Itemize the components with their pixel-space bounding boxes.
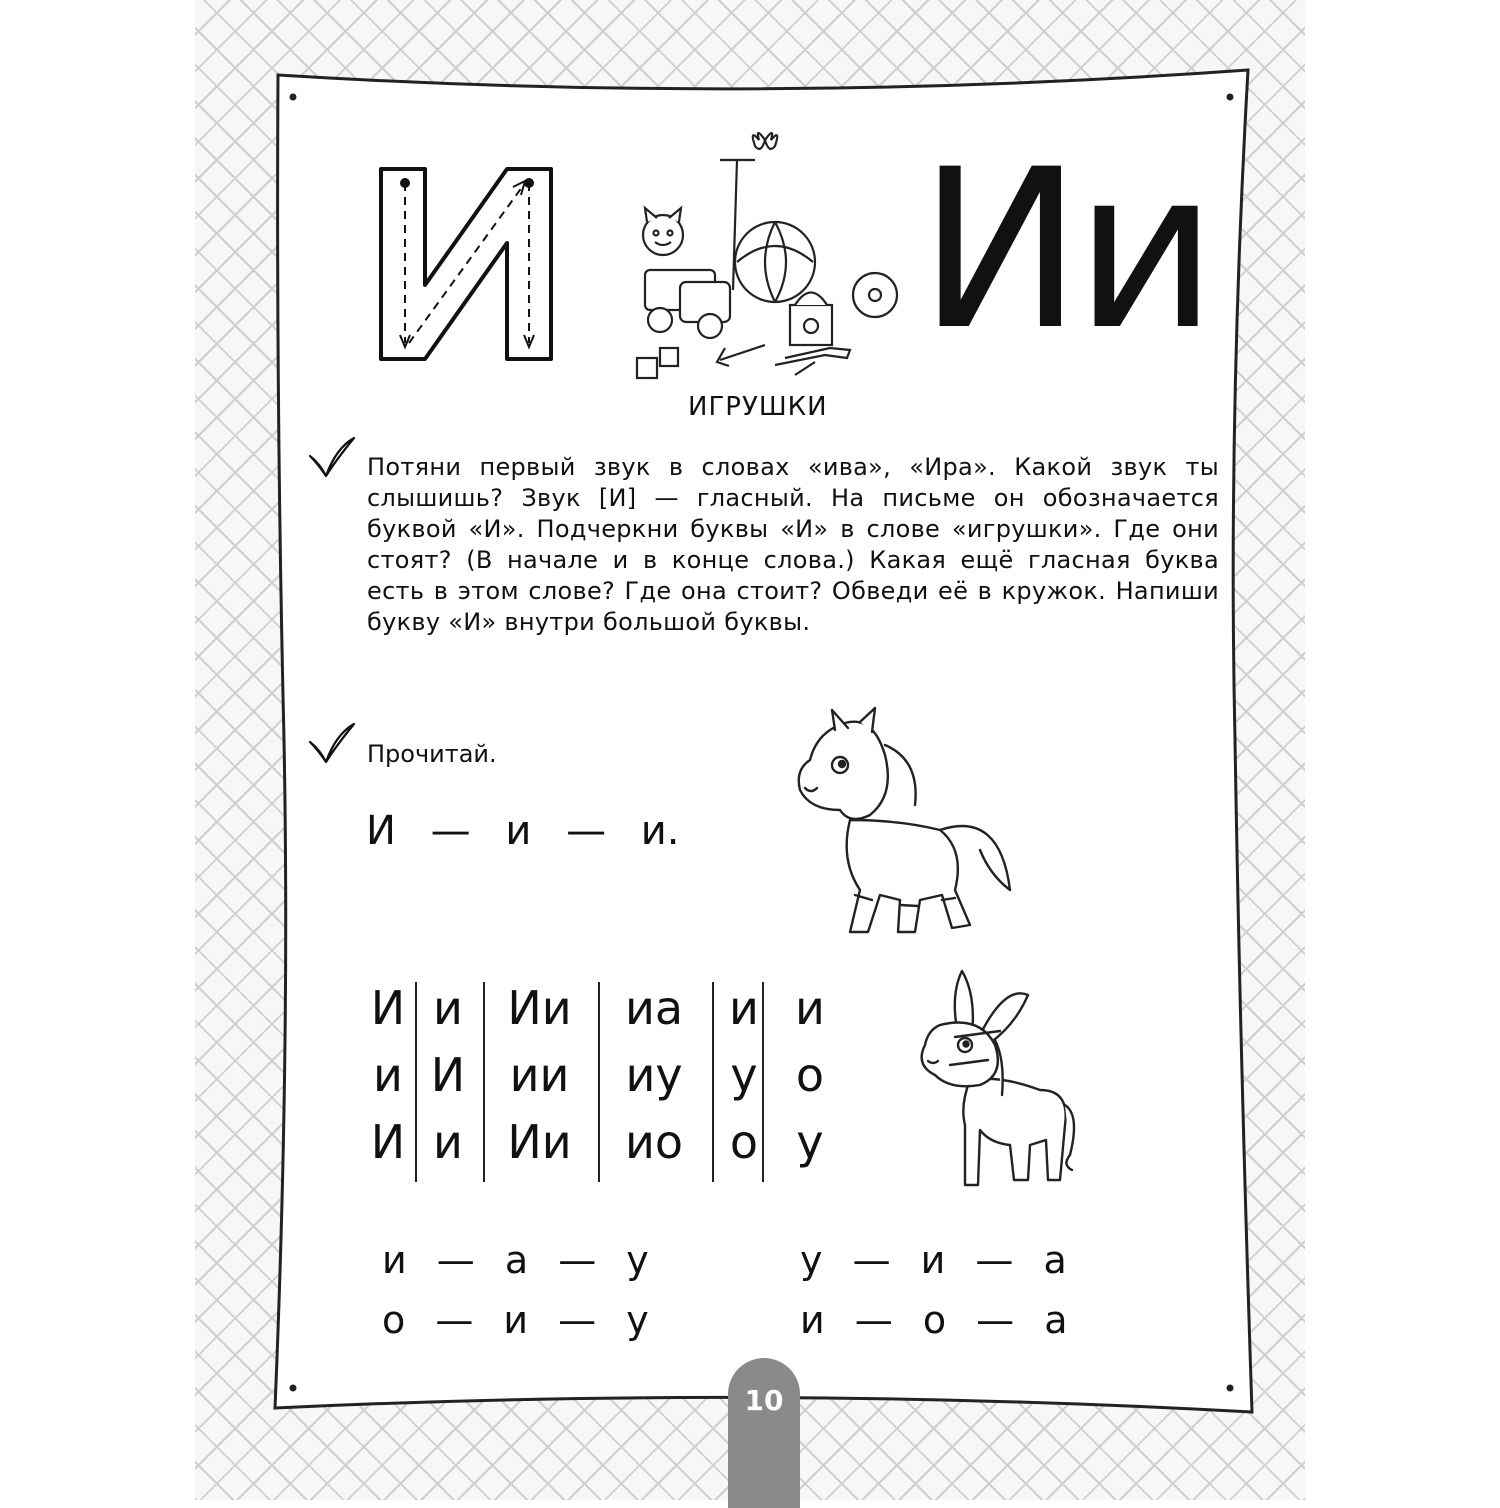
grid-divider bbox=[712, 982, 714, 1182]
grid-cell: Ии bbox=[507, 1115, 572, 1169]
grid-row bbox=[362, 975, 843, 1042]
grid-cell: и bbox=[433, 1115, 463, 1169]
grid-divider bbox=[415, 982, 417, 1182]
grid-cell: и bbox=[729, 981, 759, 1035]
grid-cell: И bbox=[430, 1048, 466, 1102]
grid-cell: о bbox=[795, 1048, 825, 1102]
grid-divider bbox=[762, 982, 764, 1182]
grid-cell: и bbox=[795, 981, 825, 1035]
toys-illustration bbox=[625, 130, 915, 380]
grid-cell: ио bbox=[624, 1115, 684, 1169]
sequence-left-1: и — а — у bbox=[382, 1238, 649, 1282]
checkmark-icon bbox=[306, 434, 358, 480]
big-letters: Ии bbox=[918, 122, 1210, 378]
grid-cell: и bbox=[433, 981, 463, 1035]
grid-cell: И bbox=[370, 1115, 406, 1169]
grid-cell: И bbox=[370, 981, 406, 1035]
grid-cell: у bbox=[796, 1115, 824, 1169]
grid-cell: иу bbox=[625, 1048, 683, 1102]
checkmark-icon bbox=[306, 720, 358, 766]
grid-row bbox=[362, 1042, 843, 1109]
page-number: 10 bbox=[744, 1384, 784, 1417]
pony-illustration bbox=[790, 700, 1025, 945]
read-label: Прочитай. bbox=[367, 740, 497, 768]
donkey-illustration bbox=[910, 965, 1085, 1195]
grid-cell: ии bbox=[509, 1048, 570, 1102]
vowel-line: И — и — и. bbox=[366, 808, 680, 854]
grid-cell: и bbox=[373, 1048, 403, 1102]
grid-cell: Ии bbox=[507, 981, 572, 1035]
grid-cell: у bbox=[730, 1048, 758, 1102]
grid-divider bbox=[483, 982, 485, 1182]
sequence-right-1: у — и — а bbox=[800, 1238, 1067, 1282]
tracing-letter bbox=[375, 165, 560, 365]
grid-row bbox=[362, 1109, 843, 1176]
sequence-left-2: о — и — у bbox=[382, 1298, 649, 1342]
toys-caption: ИГРУШКИ bbox=[688, 392, 828, 422]
grid-divider bbox=[598, 982, 600, 1182]
syllable-grid bbox=[362, 975, 843, 1176]
grid-cell: иа bbox=[624, 981, 684, 1035]
page-number-tab bbox=[728, 1358, 800, 1508]
task-instructions: Потяни первый звук в словах «ива», «Ира». Какой звук ты слышишь? Звук [И] — гласный. На письме он обозначается буквой «И». Подчеркни буквы «И» в слове «игрушки». Где они стоят? (В начале и в конце слова.) Какая ещё гласная буква есть в этом слове? Где она стоит? Обведи её в кружок. Напиши букву «И» внутри большой буквы. bbox=[367, 453, 1219, 636]
grid-cell: о bbox=[729, 1115, 759, 1169]
sequence-right-2: и — о — а bbox=[800, 1298, 1068, 1342]
